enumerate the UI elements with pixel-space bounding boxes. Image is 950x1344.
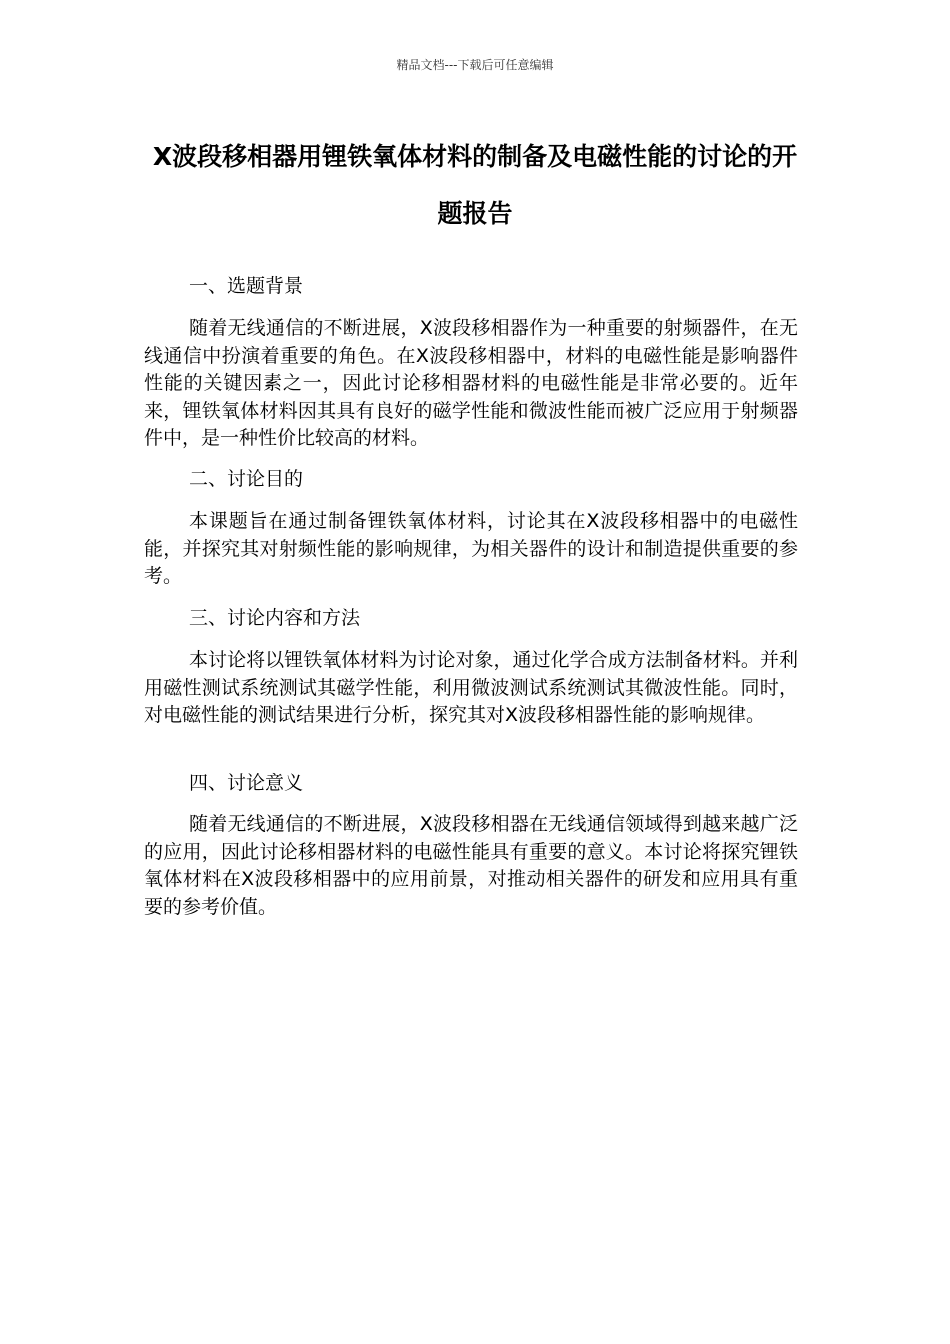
- section-heading-significance: 四、讨论意义: [189, 772, 304, 794]
- section-body-purpose: 本课题旨在通过制备锂铁氧体材料，讨论其在X波段移相器中的电磁性能，并探究其对射频性能的影响规律，为相关器件的设计和制造提供重要的参考。: [144, 510, 798, 587]
- section-heading-background: 一、选题背景: [189, 275, 304, 297]
- document-title: X波段移相器用锂铁氧体材料的制备及电磁性能的讨论的开题报告: [152, 142, 798, 228]
- section-body-background: 随着无线通信的不断进展，X波段移相器作为一种重要的射频器件，在无线通信中扮演着重要的角色。在X波段移相器中，材料的电磁性能是影响器件性能的关键因素之一，因此讨论移相器材料的电磁性能是非常必要的。近年来，锂铁氧体材料因其具有良好的磁学性能和微波性能而被广泛应用于射频器件中，是一种性价比较高的材料。: [144, 317, 798, 449]
- section-body-significance: 随着无线通信的不断进展，X波段移相器在无线通信领域得到越来越广泛的应用，因此讨论移相器材料的电磁性能具有重要的意义。本讨论将探究锂铁氧体材料在X波段移相器中的应用前景，对推动相关器件的研发和应用具有重要的参考价值。: [144, 813, 798, 918]
- section-heading-purpose: 二、讨论目的: [189, 468, 304, 490]
- header-note: 精品文档---下载后可任意编辑: [396, 58, 554, 72]
- section-body-content-method: 本讨论将以锂铁氧体材料为讨论对象，通过化学合成方法制备材料。并利用磁性测试系统测试其磁学性能，利用微波测试系统测试其微波性能。同时，对电磁性能的测试结果进行分析，探究其对X波段移相器性能的影响规律。: [144, 649, 798, 726]
- section-heading-content-method: 三、讨论内容和方法: [189, 607, 361, 629]
